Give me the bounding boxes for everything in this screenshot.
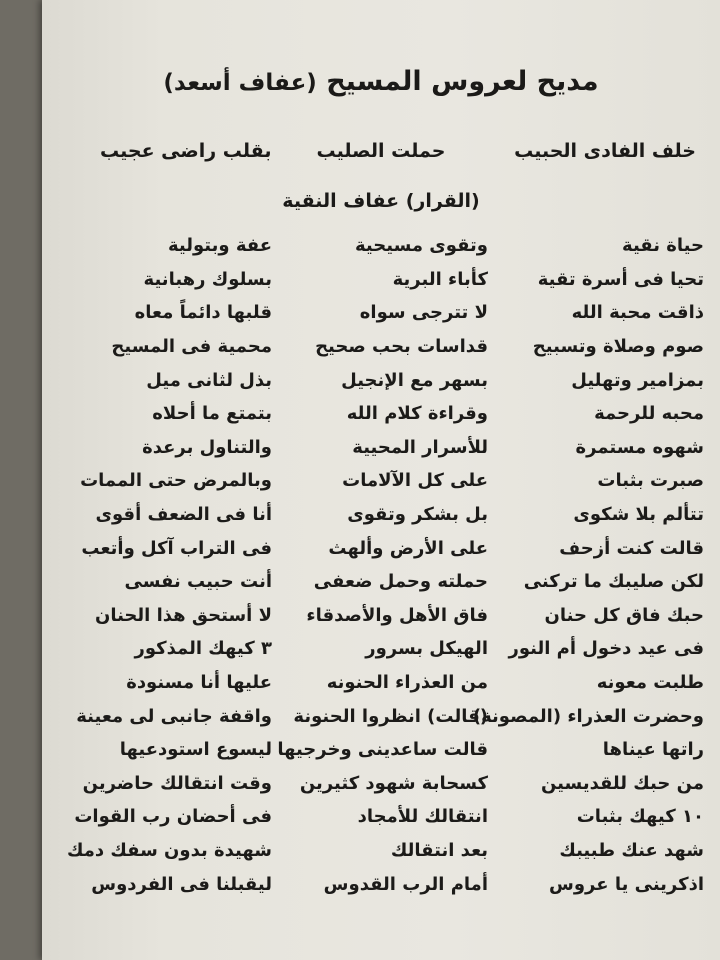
- verse-cell: والتناول برعدة: [142, 436, 272, 458]
- verse-cell: أنا فى الضعف أقوى: [95, 504, 272, 526]
- verse-cell: حبك فاق كل حنان: [544, 604, 704, 626]
- verse-cell: كأباء البرية: [392, 268, 488, 290]
- verse-cell: قالت ساعدينى وخرجيها: [277, 739, 488, 761]
- verse-row: [42, 531, 720, 565]
- verse-cell: لا تترجى سواه: [359, 302, 488, 324]
- verse-row: [42, 800, 720, 834]
- verse-row: [42, 296, 720, 330]
- verse-cell: طلبت معونه: [596, 672, 704, 694]
- verse-row: [42, 834, 720, 868]
- verse-cell: فى التراب آكل وأتعب: [81, 537, 272, 559]
- verse-row: [42, 431, 720, 465]
- title-main: مديح لعروس المسيح: [326, 66, 599, 97]
- verse-cell: فى أحضان رب القوات: [74, 806, 272, 828]
- verse-grid: [42, 229, 720, 901]
- verse-cell: قلبها دائماً معاه: [134, 302, 272, 324]
- verse-cell: شهد عنك طبيبك: [559, 839, 704, 861]
- subtitle-line-2: حملت الصليب: [316, 140, 446, 162]
- verse-cell: بسهر مع الإنجيل: [341, 369, 488, 391]
- verse-cell: لا أستحق هذا الحنان: [94, 604, 272, 626]
- verse-cell: وتقوى مسيحية: [355, 235, 488, 257]
- verse-row: [42, 632, 720, 666]
- verse-cell: صوم وصلاة وتسبيح: [532, 336, 704, 358]
- poem-title: [42, 66, 720, 97]
- title-author: (عفاف أسعد): [163, 70, 317, 96]
- verse-cell: وحضرت العذراء (المصونة): [472, 705, 704, 727]
- verse-row: [42, 867, 720, 901]
- verse-cell: صبرت بثبات: [597, 470, 704, 492]
- verse-cell: عليها أنا مسنودة: [126, 672, 272, 694]
- verse-cell: شهوه مستمرة: [575, 436, 704, 458]
- verse-cell: فى عيد دخول أم النور: [508, 638, 704, 660]
- verse-row: [42, 767, 720, 801]
- chorus-heading: (القرار) عفاف النقية: [282, 190, 480, 212]
- verse-cell: كسحابة شهود كثيرين: [299, 772, 488, 794]
- verse-cell: محبه للرحمة: [594, 403, 704, 425]
- verse-cell: محمية فى المسيح: [111, 336, 272, 358]
- verse-cell: عفة وبتولية: [167, 235, 272, 257]
- verse-cell: من حبك للقديسين: [540, 772, 704, 794]
- subtitle-line-1: خلف الفادى الحبيب: [514, 140, 696, 162]
- verse-row: [42, 330, 720, 364]
- verse-cell: راتها عيناها: [602, 739, 704, 761]
- verse-cell: لكن صليبك ما تركنى: [523, 571, 704, 593]
- verse-cell: بمزامير وتهليل: [571, 369, 704, 391]
- verse-cell: من العذراء الحنونه: [326, 672, 488, 694]
- verse-row: [42, 498, 720, 532]
- verse-cell: قداسات بحب صحيح: [315, 336, 488, 358]
- verse-cell: ٣ كيهك المذكور: [134, 638, 272, 660]
- verse-cell: ليسوع استودعيها: [119, 739, 272, 761]
- verse-cell: بسلوك رهبانية: [143, 268, 272, 290]
- verse-cell: اذكرينى يا عروس: [549, 873, 704, 895]
- verse-cell: واقفة جانبى لى معينة: [76, 705, 272, 727]
- verse-row: [42, 229, 720, 263]
- verse-cell: حملته وحمل ضعفى: [313, 571, 488, 593]
- document-page: [42, 0, 720, 960]
- verse-cell: ذاقت محبة الله: [571, 302, 704, 324]
- verse-cell: شهيدة بدون سفك دمك: [66, 839, 272, 861]
- verse-row: [42, 733, 720, 767]
- verse-cell: انتقالك للأمجاد: [357, 806, 488, 828]
- verse-row: [42, 599, 720, 633]
- verse-cell: وبالمرض حتى الممات: [80, 470, 272, 492]
- verse-cell: أمام الرب القدوس: [323, 873, 488, 895]
- verse-cell: تحيا فى أسرة تقية: [537, 268, 704, 290]
- verse-cell: ليقبلنا فى الفردوس: [91, 873, 272, 895]
- verse-cell: أنت حبيب نفسى: [124, 571, 272, 593]
- verse-cell: (قالت) انظروا الحنونة: [293, 705, 488, 727]
- verse-cell: على كل الآلامات: [342, 470, 488, 492]
- verse-row: [42, 666, 720, 700]
- verse-cell: على الأرض وألهث: [328, 537, 488, 559]
- verse-cell: قالت كنت أزحف: [559, 537, 704, 559]
- verse-cell: وقراءة كلام الله: [346, 403, 488, 425]
- verse-row: [42, 363, 720, 397]
- verse-row: [42, 263, 720, 297]
- verse-cell: حياة نقية: [622, 235, 704, 257]
- verse-cell: بل بشكر وتقوى: [347, 504, 488, 526]
- verse-row: [42, 699, 720, 733]
- verse-cell: ١٠ كيهك بثبات: [576, 806, 704, 828]
- verse-cell: بذل لثانى ميل: [146, 369, 272, 391]
- verse-cell: بعد انتقالك: [390, 839, 488, 861]
- verse-row: [42, 464, 720, 498]
- verse-row: [42, 397, 720, 431]
- verse-cell: فاق الأهل والأصدقاء: [306, 604, 488, 626]
- verse-cell: تتألم بلا شكوى: [573, 504, 704, 526]
- verse-cell: للأسرار المحيية: [352, 436, 488, 458]
- verse-cell: الهيكل بسرور: [365, 638, 488, 660]
- subtitle-line-3: بقلب راضى عجيب: [100, 140, 272, 162]
- verse-cell: وقت انتقالك حاضرين: [82, 772, 272, 794]
- verse-row: [42, 565, 720, 599]
- verse-cell: بتمتع ما أحلاه: [152, 403, 272, 425]
